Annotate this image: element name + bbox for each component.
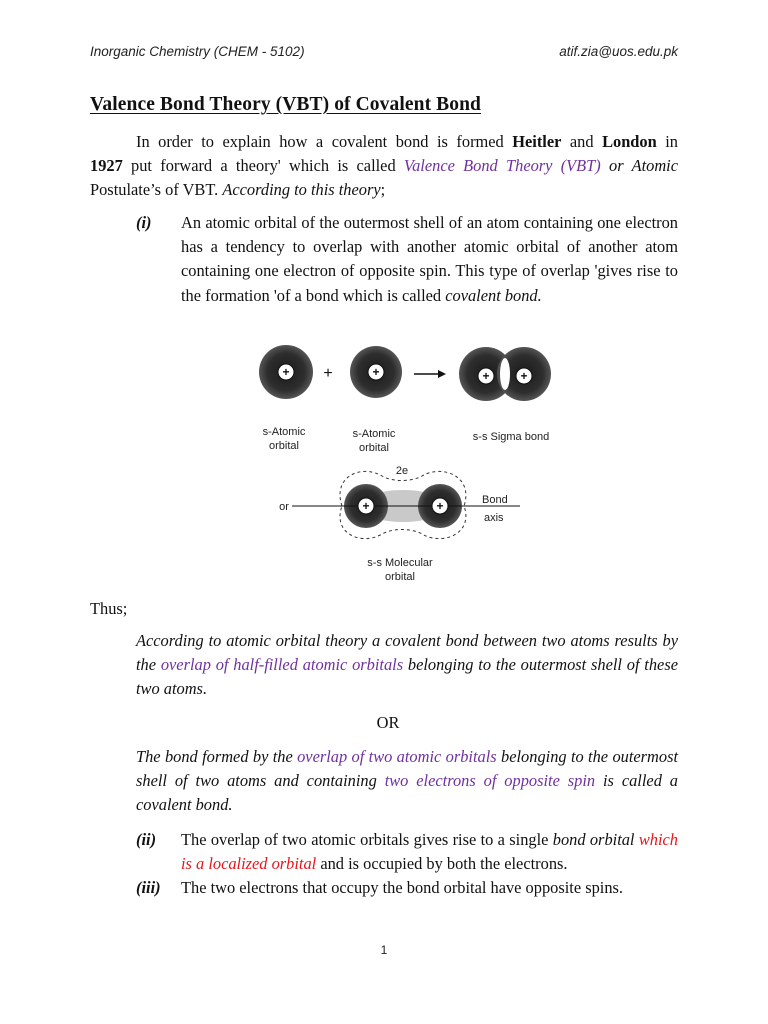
page-title: Valence Bond Theory (VBT) of Covalent Bond xyxy=(90,94,481,115)
point-2-highlight: which is a localized orbital xyxy=(181,830,678,874)
label-2e: 2e xyxy=(395,465,409,477)
s-orbital-1 xyxy=(259,345,313,399)
label-s-atomic-2: s-Atomic xyxy=(352,428,396,440)
intro-text: and xyxy=(561,132,603,151)
intro-line-3 xyxy=(90,178,678,202)
page-number: 1 xyxy=(380,943,388,957)
or-separator: OR xyxy=(376,713,400,732)
point-3-number: (iii) xyxy=(136,878,161,897)
svg-text:+: + xyxy=(482,369,490,383)
thus-label: Thus; xyxy=(90,599,128,618)
label-or: or xyxy=(279,501,289,513)
point-1-body: An atomic orbital of the outermost shell of an atom containing one electron has a tendency to overlap with another atomic orbital of another atom containing one electron of opposite spin. This type of overlap 'gives rise to the formation 'of a bond which is called xyxy=(181,213,678,305)
intro-text: in xyxy=(656,132,678,151)
vbt-term: Valence Bond Theory (VBT) xyxy=(403,156,601,176)
point-1-number: (i) xyxy=(136,213,152,232)
svg-text:+: + xyxy=(362,499,370,513)
s-orbital-2 xyxy=(350,346,402,398)
definition-text: is called a covalent bond. xyxy=(136,771,678,815)
intro-line-1 xyxy=(90,130,678,154)
svg-text:+: + xyxy=(282,365,290,379)
label-sigma-bond: s-s Sigma bond xyxy=(472,431,550,443)
label-mo-orbital: orbital xyxy=(385,571,415,583)
intro-text: put forward a theory' which is called xyxy=(122,156,404,176)
header-email: atif.zia@uos.edu.pk xyxy=(559,44,678,59)
year: 1927 xyxy=(90,156,123,176)
svg-text:+: + xyxy=(520,369,528,383)
definition-highlight: overlap of half-filled atomic orbitals xyxy=(160,655,404,675)
definition-highlight: overlap of two atomic orbitals xyxy=(297,747,497,766)
definition-highlight: two electrons of opposite spin xyxy=(384,771,596,791)
sigma-bond-orbital xyxy=(459,347,551,401)
intro-line-2 xyxy=(90,154,678,178)
orbital-overlap-figure xyxy=(252,336,562,588)
point-1-emphasis: covalent bond. xyxy=(445,285,542,305)
reaction-arrow xyxy=(414,370,446,378)
header-course: Inorganic Chemistry (CHEM - 5102) xyxy=(90,44,305,59)
point-2-number: (ii) xyxy=(136,830,157,849)
point-2-body: The overlap of two atomic orbitals gives rise to a single xyxy=(181,830,553,849)
svg-text:+: + xyxy=(436,499,444,513)
definition-text: According to atomic orbital theory a covalent bond between two atoms results by the xyxy=(136,631,678,675)
svg-text:+: + xyxy=(372,365,380,379)
definition-2 xyxy=(136,745,678,818)
point-3-text: The two electrons that occupy the bond orbital have opposite spins. xyxy=(181,878,623,897)
point-1-text xyxy=(181,211,678,308)
label-orbital-1: orbital xyxy=(269,440,299,452)
label-molecular: s-s Molecular xyxy=(367,557,433,569)
heitler-name: Heitler xyxy=(512,132,562,151)
definition-text: belonging to the outermost shell of these two atoms. xyxy=(136,655,678,699)
definition-1 xyxy=(136,629,678,702)
point-2-emphasis: bond orbital xyxy=(552,830,635,849)
definition-text: The bond formed by the xyxy=(136,747,298,766)
label-s-atomic-1: s-Atomic xyxy=(262,426,306,438)
intro-text: Postulate’s of VBT. xyxy=(90,180,223,200)
intro-text: or Atomic xyxy=(600,156,678,176)
point-2-text xyxy=(181,828,678,876)
intro-text: ; xyxy=(380,180,386,200)
label-axis: axis xyxy=(484,512,504,524)
london-name: London xyxy=(602,132,657,151)
point-2-body: and is occupied by both the electrons. xyxy=(316,854,568,874)
definition-text: belonging to the outermost shell of two atoms and containing xyxy=(136,747,679,791)
label-bond: Bond xyxy=(482,494,508,506)
plus-sign: + xyxy=(323,365,333,382)
intro-text: In order to explain how a covalent bond is formed xyxy=(136,132,513,151)
label-orbital-2: orbital xyxy=(359,442,389,454)
intro-paragraph xyxy=(90,130,678,203)
intro-text: According to this theory xyxy=(222,180,381,200)
